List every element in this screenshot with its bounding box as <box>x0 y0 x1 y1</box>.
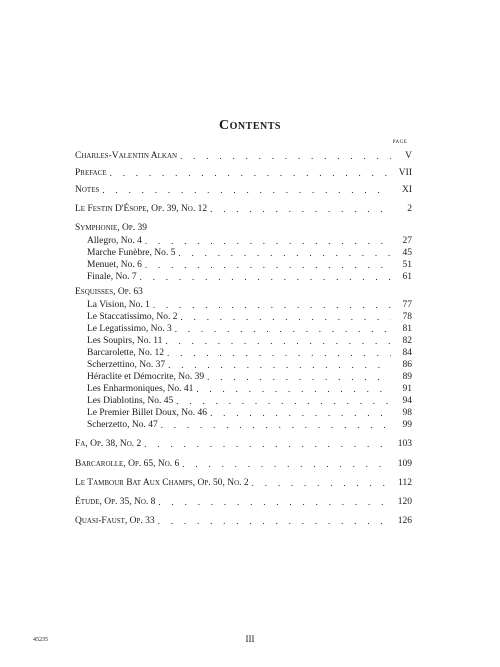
toc-entry[interactable] <box>0 458 500 470</box>
dot-leader <box>167 347 391 359</box>
page-column-label: PAGE <box>392 140 408 145</box>
dot-leader <box>210 407 391 419</box>
dot-leader <box>102 184 391 196</box>
dot-leader <box>161 419 391 431</box>
toc-entry-page: 91 <box>402 384 412 394</box>
toc-entry-page: 45 <box>402 248 412 258</box>
toc-entry[interactable] <box>0 323 500 335</box>
toc-entry-label: Barcarolle, Op. 65, No. 6 <box>75 459 180 469</box>
toc-entry[interactable] <box>0 419 500 431</box>
dot-leader <box>181 311 392 323</box>
dot-leader <box>158 496 391 508</box>
dot-leader <box>180 150 391 162</box>
dot-leader <box>252 477 391 489</box>
toc-entry-label: Notes <box>75 185 100 195</box>
toc-entry-label: Les Soupirs, No. 11 <box>87 336 163 346</box>
dot-leader <box>140 271 391 283</box>
toc-entry-label: Quasi-Faust, Op. 33 <box>75 516 155 526</box>
dot-leader <box>158 515 391 527</box>
dot-leader <box>210 203 391 215</box>
toc-entry[interactable] <box>0 383 500 395</box>
toc-entry-page: 27 <box>402 236 412 246</box>
toc-entry[interactable] <box>0 259 500 271</box>
toc-entry-page: 77 <box>402 300 412 310</box>
toc-entry[interactable] <box>0 515 500 527</box>
dot-leader <box>165 335 391 347</box>
dot-leader <box>144 438 391 450</box>
toc-entry-page: V <box>405 151 412 161</box>
catalog-number: 45235 <box>33 637 48 643</box>
toc-entry-label: Le Staccatissimo, No. 2 <box>87 312 178 322</box>
toc-entry-label: Finale, No. 7 <box>87 272 137 282</box>
toc-entry-label: Les Diablotins, No. 45 <box>87 396 174 406</box>
dot-leader <box>182 458 391 470</box>
page-number: III <box>245 634 255 644</box>
toc-entry[interactable] <box>0 184 500 196</box>
toc-entry[interactable] <box>0 371 500 383</box>
toc-section-label: Symphonie, Op. 39 <box>75 223 147 233</box>
dot-leader <box>175 323 391 335</box>
toc-entry-page: 61 <box>402 272 412 282</box>
dot-leader <box>196 383 391 395</box>
toc-section-heading <box>0 286 500 298</box>
toc-entry-page: 78 <box>402 312 412 322</box>
toc-entry-label: Le Tambour Bat Aux Champs, Op. 50, No. 2 <box>75 478 249 488</box>
dot-leader <box>178 247 391 259</box>
toc-entry-page: 99 <box>402 420 412 430</box>
toc-entry-page: 86 <box>402 360 412 370</box>
toc-entry-page: 126 <box>397 516 412 526</box>
toc-entry-label: Étude, Op. 35, No. 8 <box>75 497 156 507</box>
toc-entry-page: 81 <box>402 324 412 334</box>
toc-entry-page: 98 <box>402 408 412 418</box>
toc-entry-page: 109 <box>397 459 412 469</box>
toc-entry[interactable] <box>0 203 500 215</box>
toc-entry[interactable] <box>0 496 500 508</box>
toc-entry[interactable] <box>0 299 500 311</box>
toc-entry[interactable] <box>0 167 500 179</box>
toc-entry-page: VII <box>398 168 412 178</box>
dot-leader <box>153 299 391 311</box>
toc-entry-page: 103 <box>397 439 412 449</box>
toc-entry-label: Héraclite et Démocrite, No. 39 <box>87 372 205 382</box>
toc-entry[interactable] <box>0 438 500 450</box>
toc-entry-page: 51 <box>402 260 412 270</box>
toc-entry[interactable] <box>0 235 500 247</box>
toc-entry-label: La Vision, No. 1 <box>87 300 150 310</box>
dot-leader <box>207 371 391 383</box>
toc-entry-page: 94 <box>402 396 412 406</box>
toc-entry-label: Menuet, No. 6 <box>87 260 142 270</box>
dot-leader <box>168 359 391 371</box>
toc-entry[interactable] <box>0 347 500 359</box>
toc-entry-page: 120 <box>397 497 412 507</box>
toc-entry[interactable] <box>0 395 500 407</box>
toc-entry-label: Le Premier Billet Doux, No. 46 <box>87 408 208 418</box>
toc-entry[interactable] <box>0 150 500 162</box>
toc-entry[interactable] <box>0 311 500 323</box>
dot-leader <box>110 167 391 179</box>
toc-entry[interactable] <box>0 477 500 489</box>
toc-entry-label: Le Legatissimo, No. 3 <box>87 324 172 334</box>
toc-entry[interactable] <box>0 359 500 371</box>
toc-entry-label: Barcarolette, No. 12 <box>87 348 165 358</box>
toc-entry-label: Le Festin D'Ésope, Op. 39, No. 12 <box>75 204 208 214</box>
toc-section-label: Esquisses, Op. 63 <box>75 287 143 297</box>
toc-entry-label: Charles-Valentin Alkan <box>75 151 178 161</box>
toc-entry-label: Scherzetto, No. 47 <box>87 420 158 430</box>
toc-entry[interactable] <box>0 247 500 259</box>
toc-entry-page: 84 <box>402 348 412 358</box>
toc-section-heading <box>0 222 500 234</box>
dot-leader <box>145 259 391 271</box>
toc-entry-page: 89 <box>402 372 412 382</box>
page-title: Contents <box>219 118 281 133</box>
toc-entry-page: XI <box>401 185 412 195</box>
toc-entry-label: Preface <box>75 168 107 178</box>
toc-entry-page: 112 <box>398 478 412 488</box>
toc-entry-label: Marche Funèbre, No. 5 <box>87 248 176 258</box>
dot-leader <box>145 235 391 247</box>
toc-entry-label: Fa, Op. 38, No. 2 <box>75 439 142 449</box>
toc-entry[interactable] <box>0 335 500 347</box>
dot-leader <box>176 395 391 407</box>
toc-entry-label: Scherzettino, No. 37 <box>87 360 166 370</box>
toc-entry[interactable] <box>0 271 500 283</box>
toc-entry-label: Allegro, No. 4 <box>87 236 142 246</box>
toc-entry-page: 82 <box>402 336 412 346</box>
toc-entry-label: Les Enharmoniques, No. 41 <box>87 384 194 394</box>
toc-entry-page: 2 <box>407 204 412 214</box>
toc-entry[interactable] <box>0 407 500 419</box>
